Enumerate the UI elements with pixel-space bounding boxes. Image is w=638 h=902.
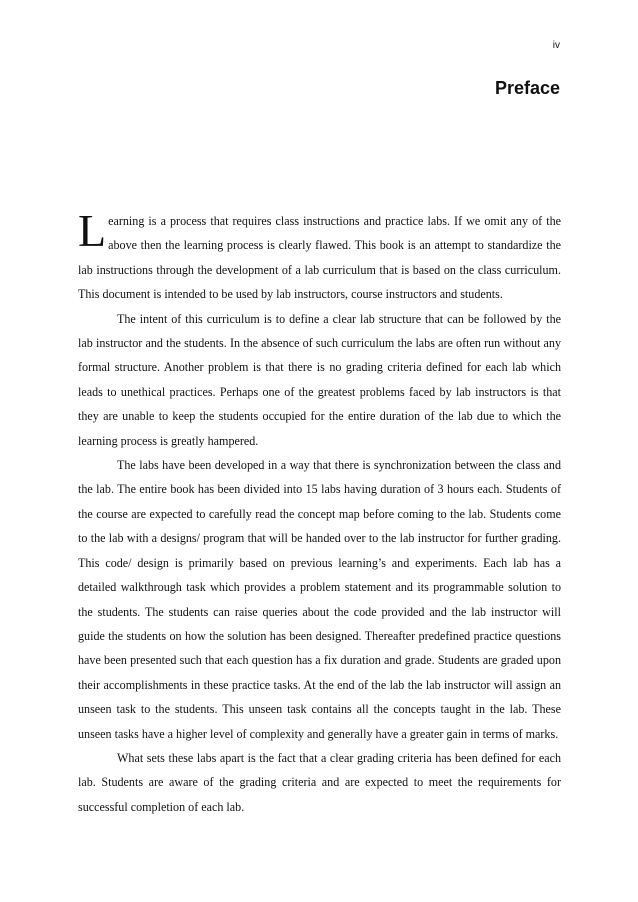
page-number: iv <box>552 40 560 51</box>
paragraph-1 <box>78 205 561 307</box>
paragraph-3: The labs have been developed in a way that there is synchronization between the class and the lab. The entire book has been divided into 15 labs having duration of 3 hours each. Students of the course are expected to carefully read the concept map before coming to the lab. Students come to the lab with a designs/ program that will be handed over to the lab instructor for further grading. This code/ design is primarily based on previous learning’s and experiments. Each lab has a detailed walkthrough task which provides a problem statement and its programmable solution to the students. The students can raise queries about the code provided and the lab instructor will guide the students on how the solution has been designed. Thereafter predefined practice questions have been presented such that each question has a fix duration and grade. Students are graded upon their accomplishments in these practice tasks. At the end of the lab the lab instructor will assign an unseen task to the students. This unseen task contains all the concepts taught in the lab. These unseen tasks have a higher level of complexity and generally have a greater gain in terms of marks. <box>78 458 561 741</box>
paragraph-4: What sets these labs apart is the fact that a clear grading criteria has been defined for each lab. Students are aware of the grading criteria and are expected to meet the requirements for successful completion of each lab. <box>78 750 561 814</box>
preface-body <box>78 205 561 819</box>
page-title: Preface <box>494 78 560 98</box>
paragraph-2: The intent of this curriculum is to define a clear lab structure that can be followed by the lab instructor and the students. In the absence of such curriculum the labs are often run without any formal structure. Another problem is that there is no grading criteria defined for each lab which leads to unethical practices. Perhaps one of the greatest problems faced by lab instructors is that they are unable to keep the students occupied for the entire duration of the lab due to which the learning process is greatly hampered. <box>78 311 561 448</box>
drop-cap: L <box>78 205 107 256</box>
paragraph-1-text: earning is a process that requires class instructions and practice labs. If we omit any of the above then the learning process is clearly flawed. This book is an attempt to standardize the lab instructions through the development of a lab curriculum that is based on the class curriculum. This document is intended to be used by lab instructors, course instructors and students. <box>78 214 561 302</box>
